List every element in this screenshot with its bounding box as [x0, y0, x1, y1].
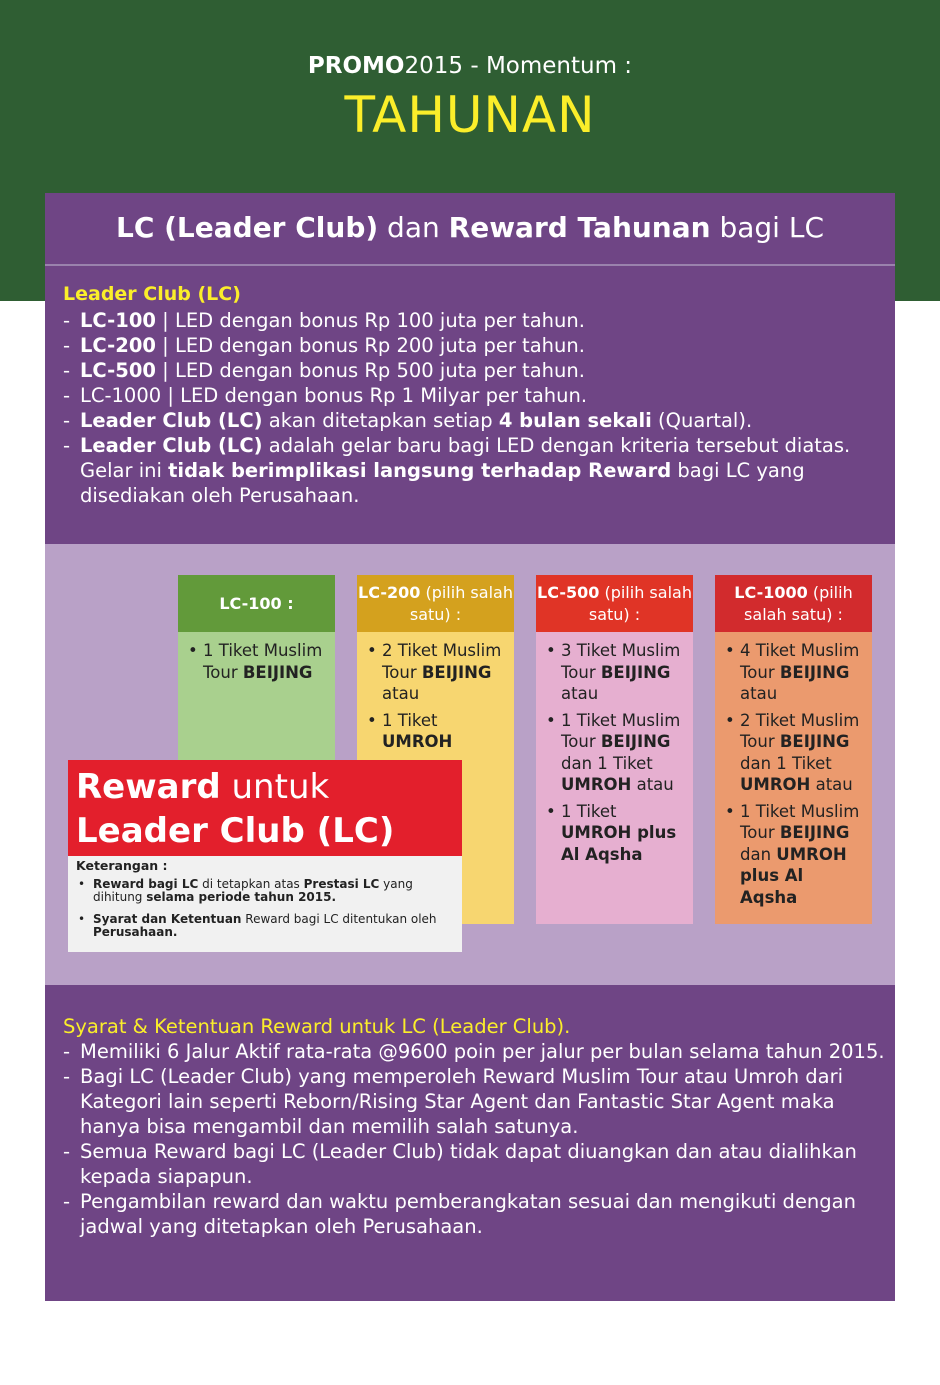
lc500-list: [544, 640, 687, 865]
lc1000-column: [715, 575, 872, 924]
terms-panel: [45, 985, 895, 1301]
terms-heading: Syarat & Ketentuan Reward untuk LC (Leader Club).: [63, 1015, 571, 1038]
item-text: adalah gelar baru bagi LED dengan kriteria tersebut diatas. Gelar ini: [80, 434, 851, 482]
keterangan-list: [76, 878, 456, 948]
item-bold: LC-500: [80, 359, 156, 382]
list-item: [365, 710, 508, 753]
list-item: [365, 640, 508, 705]
list-item: [63, 433, 883, 508]
list-item: [63, 308, 883, 333]
lc200-title-rest: (pilih salah satu) :: [409, 582, 513, 624]
bullet-bold: BEIJING: [779, 732, 850, 751]
list-item: [63, 383, 883, 408]
bullet-text: 1 Tiket: [561, 801, 617, 821]
reward-title-bold: Reward: [76, 767, 221, 807]
lc500-title-bold: LC-500: [537, 582, 600, 602]
list-item: - Bagi LC (Leader Club) yang memperoleh Reward Muslim Tour atau Umroh dari Kategori lain seperti Reborn/Rising Star Agent dan Fantastic Star Agent maka hanya bisa mengambil dan memilih salah satunya.: [63, 1064, 888, 1139]
item-text: akan ditetapkan setiap: [262, 409, 499, 432]
list-item: - Memiliki 6 Jalur Aktif rata-rata @9600 poin per jalur per bulan selama tahun 2015.: [63, 1039, 888, 1064]
bullet-tail2: atau: [810, 775, 853, 794]
bullet-bold: BEIJING: [779, 662, 850, 682]
lc-info-panel: [45, 193, 895, 544]
bullet-bold2: UMROH: [561, 775, 632, 794]
promo-bold: PROMO: [307, 53, 405, 79]
list-item: [63, 358, 883, 383]
list-item: [63, 408, 883, 433]
bullet-bold: UMROH plus Al Aqsha: [561, 823, 677, 864]
item-text: LC-1000 | LED dengan bonus Rp 1 Milyar per tahun.: [80, 384, 588, 407]
list-item: [544, 801, 687, 866]
lc100-list: [186, 640, 329, 683]
lc1000-list: [723, 640, 866, 908]
list-item: [76, 913, 456, 939]
lc500-column: [536, 575, 693, 924]
list-item: [723, 640, 866, 705]
note-text: di tetapkan atas: [198, 877, 304, 891]
lc200-header: [357, 575, 514, 632]
note-bold3: selama periode tahun 2015.: [146, 890, 337, 904]
lc-heading: Leader Club (LC): [63, 283, 241, 305]
keterangan-label: Keterangan :: [76, 858, 168, 873]
bullet-bold: BEIJING: [600, 662, 671, 682]
bullet-text: 3 Tiket Muslim Tour: [561, 641, 681, 682]
list-item: [63, 333, 883, 358]
note-text2: yang dihitung: [93, 877, 413, 904]
list-item: - Pengambilan reward dan waktu pemberangkatan sesuai dan mengikuti dengan jadwal yang ditetapkan oleh Perusahaan.: [63, 1189, 888, 1239]
bullet-bold: BEIJING: [779, 823, 850, 842]
lc500-header: [536, 575, 693, 632]
bullet-text: 4 Tiket Muslim Tour: [740, 641, 860, 682]
item-bold: Leader Club (LC): [80, 434, 263, 457]
promo-rest: 2015 - Momentum :: [404, 53, 633, 79]
title-part3: Reward Tahunan: [448, 211, 711, 244]
title-part4: bagi LC: [710, 211, 825, 244]
note-text: Reward bagi LC ditentukan oleh: [241, 912, 437, 926]
item-text: | LED dengan bonus Rp 500 juta per tahun.: [155, 359, 585, 382]
bullet-tail: dan 1 Tiket: [561, 753, 653, 773]
reward-title-band: [68, 760, 462, 856]
panel-title: [45, 211, 895, 244]
item-bold: LC-200: [80, 334, 156, 357]
title-part2: dan: [378, 211, 449, 244]
bullet-bold: BEIJING: [600, 732, 671, 751]
bullet-bold: BEIJING: [242, 662, 313, 682]
note-bold: Reward bagi LC: [93, 877, 199, 891]
bullet-tail: atau: [740, 684, 778, 703]
note-bold: Syarat dan Ketentuan: [93, 912, 242, 926]
item-text2: bagi LC yang disediakan oleh Perusahaan.: [80, 459, 805, 507]
lc1000-title-rest: (pilih salah satu) :: [744, 582, 853, 624]
item-bold: LC-100: [80, 309, 156, 332]
lc1000-body: [715, 632, 872, 924]
item-bold2: tidak berimplikasi langsung terhadap Reward: [168, 459, 672, 482]
reward-title-rest: untuk: [220, 767, 330, 807]
bullet-text: 1 Tiket Muslim Tour: [561, 710, 681, 751]
list-item: - Semua Reward bagi LC (Leader Club) tidak dapat diuangkan dan atau dialihkan kepada siapapun.: [63, 1139, 888, 1189]
bullet-tail: dan 1 Tiket: [740, 753, 832, 773]
terms-list: [63, 1039, 888, 1239]
list-item: [76, 878, 456, 904]
bullet-bold2: UMROH plus Al Aqsha: [740, 844, 847, 907]
reward-box: [68, 760, 462, 952]
list-item: [723, 801, 866, 909]
bullet-tail2: atau: [631, 775, 674, 794]
title-part1: LC (Leader Club): [115, 211, 379, 244]
page-title: TAHUNAN: [344, 86, 596, 144]
promo-line: [0, 53, 940, 79]
reward-title: [76, 765, 394, 853]
list-item: [723, 710, 866, 796]
lc1000-header: [715, 575, 872, 632]
reward-title-line2: Leader Club (LC): [76, 811, 395, 851]
item-text: | LED dengan bonus Rp 200 juta per tahun.: [155, 334, 585, 357]
lc500-body: [536, 632, 693, 924]
item-text2: (Quartal).: [651, 409, 753, 432]
bullet-bold: BEIJING: [421, 662, 492, 682]
bullet-text: 1 Tiket Muslim Tour: [203, 641, 323, 682]
lc500-title-rest: (pilih salah satu) :: [588, 582, 692, 624]
bullet-tail: atau: [382, 684, 420, 703]
bullet-text: 2 Tiket Muslim Tour: [740, 710, 860, 751]
bullet-bold: UMROH: [382, 732, 453, 751]
lc-list: [63, 308, 883, 508]
item-bold2: 4 bulan sekali: [498, 409, 652, 432]
lc200-list: [365, 640, 508, 753]
note-bold2: Prestasi LC: [303, 877, 380, 891]
bullet-tail: atau: [561, 684, 599, 703]
note-bold2: Perusahaan.: [93, 925, 178, 939]
lc100-title: LC-100 :: [219, 593, 294, 613]
divider: [45, 264, 895, 266]
bullet-bold2: UMROH: [740, 775, 811, 794]
list-item: [544, 710, 687, 796]
bullet-text: 1 Tiket Muslim Tour: [740, 801, 860, 842]
item-bold: Leader Club (LC): [80, 409, 263, 432]
list-item: [544, 640, 687, 705]
bullet-tail: dan: [740, 844, 777, 864]
lc100-header: [178, 575, 335, 632]
item-text: | LED dengan bonus Rp 100 juta per tahun.: [155, 309, 585, 332]
list-item: [186, 640, 329, 683]
bullet-text: 1 Tiket: [382, 710, 438, 730]
bullet-text: 2 Tiket Muslim Tour: [382, 641, 502, 682]
lc200-title-bold: LC-200: [358, 582, 421, 602]
lc1000-title-bold: LC-1000: [734, 582, 808, 602]
